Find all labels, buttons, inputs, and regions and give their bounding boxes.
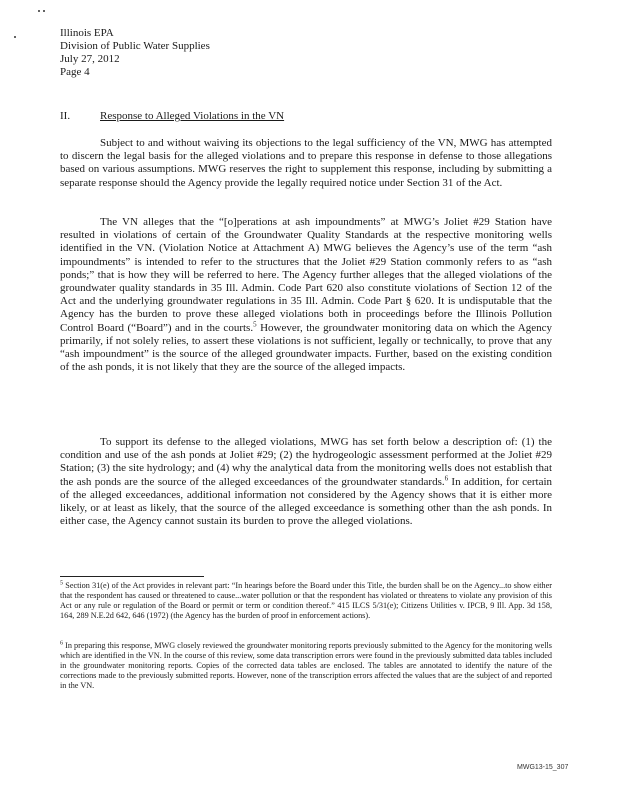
letter-header [60, 27, 210, 79]
header-agency: Illinois EPA [60, 27, 114, 39]
footnote-5 [60, 581, 552, 621]
footnote-ref-5: 5 [253, 319, 257, 328]
paragraph-3-text-b: In addition, for certain of the alleged exceedances, additional information not considered by the Agency shows that it is either more likely, or at least as likely, that the source of the alleged exceedance is something other than the ash ponds. In either case, the Agency cannot sustain its burden to prove the alleged violations. [60, 475, 553, 528]
footnote-6-number: 6 [60, 640, 63, 647]
paragraph-1: Subject to and without waiving its objections to the legal sufficiency of the VN, MWG has attempted to discern the legal basis for the alleged violations and to prepare this response in defense to those allegations based on various assumptions. MWG reserves the right to supplement this response, including by submitting a separate response should the Agency provide the legally required notice under Section 31 of the Act. [60, 137, 552, 189]
paragraph-3-text-a: To support its defense to the alleged violations, MWG has set forth below a description of: (1) the condition and use of the ash ponds at Joliet #29; (2) the hydrogeologic assessment performed at the Joliet #29 Station; (3) the site hydrology; and (4) why the analytical data from the monitoring wells does not establish that the ash ponds are the source of the alleged exceedances of the groundwater standards. [60, 436, 552, 488]
scan-speck [43, 10, 45, 12]
scan-speck [38, 10, 40, 12]
header-page-number: Page 4 [60, 66, 90, 78]
footnote-6 [60, 641, 552, 691]
footnote-divider [60, 576, 204, 577]
footnote-5-number: 5 [60, 580, 63, 587]
bates-stamp: MWG13-15_307 [517, 764, 569, 771]
header-division: Division of Public Water Supplies [60, 40, 210, 52]
paragraph-2-text-a: The VN alleges that the “[o]perations at ash impoundments” at MWG’s Joliet #29 Station have resulted in violations of certain of the Groundwater Quality Standards at the respective monitoring wells identified in the VN. (Violation Notice at Attachment A) MWG believes the Agency’s use of the term “ash impoundments” is intended to refer to the structures that the Joliet #29 Station commonly refers to as “ash ponds;” that is how they will be referred to here. The Agency further alleges that the alleged violations of the groundwater quality standards in 35 Ill. Admin. Code Part 620 also constitute violations of Section 12 of the Act and the underlying groundwater regulations in 35 Ill. Admin. Code Part § 620. It is undisputable that the Agency has the burden to prove these alleged violations both in proceedings before the Illinois Pollution Control Board (“Board”) and in the courts. [60, 216, 552, 334]
section-title: Response to Alleged Violations in the VN [100, 110, 285, 122]
scan-speck [14, 36, 16, 38]
footnote-5-text: Section 31(e) of the Act provides in relevant part: “In hearings before the Board under this Title, the burden shall be on the Agency...to show either that the respondent has caused or threatened to cause...water pollution or that the respondent has violated or threatens to violate any provision of this Act or any rule or regulation of the Board or permit or term or condition thereof.” 415 ILCS 5/31(e); Citizens Utilities v. IPCB, 9 Ill. App. 3d 158, 164, 289 N.E.2d 642, 646 (1972) (the Agency has the burden of proof in enforcement actions). [60, 581, 552, 620]
header-date: July 27, 2012 [60, 53, 120, 65]
section-heading [60, 110, 284, 122]
section-number: II. [60, 110, 71, 122]
footnote-6-text: In preparing this response, MWG closely reviewed the groundwater monitoring reports previously submitted to the Agency for the monitoring wells which are identified in the VN. In the course of this review, some data transcription errors were found in the previously submitted data tables included in the groundwater monitoring reports. Copies of the corrected data tables are enclosed. The tables are annotated to identify the nature of the corrections made to the previously submitted reports. However, none of the transcription errors affected the values that are the subject of and reported in the VN. [60, 641, 552, 690]
paragraph-3 [60, 436, 552, 528]
paragraph-2-text-b: However, the groundwater monitoring data on which the Agency primarily, if not solely relies, to assert these violations is not sufficient, legally or technically, to prove that any “ash impoundment” is the source of the alleged groundwater impacts. Further, based on the existing condition of the ash ponds, it is not likely that they are the source of the alleged impacts. [60, 321, 552, 374]
footnote-ref-6: 6 [444, 473, 449, 482]
paragraph-2 [60, 216, 552, 374]
